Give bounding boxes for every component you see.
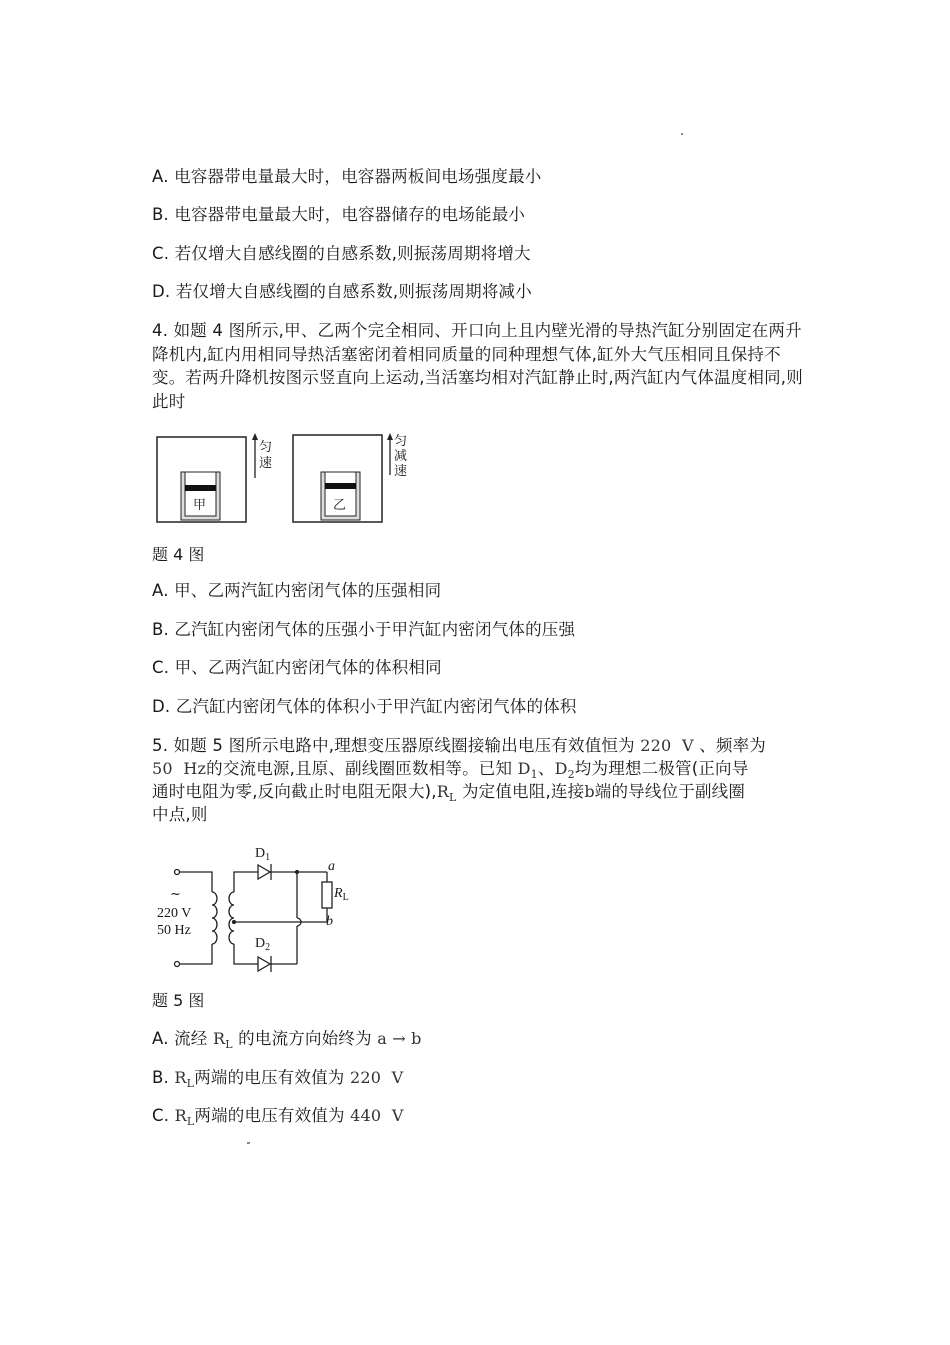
option-text: A. 流经 bbox=[152, 1029, 208, 1048]
motion-label-left-1: 匀 bbox=[259, 440, 273, 455]
scan-speck bbox=[247, 1142, 250, 1144]
resistor-rl-symbol: $R_L$ bbox=[174, 1068, 195, 1090]
option-text: 的电流方向始终为 bbox=[238, 1029, 372, 1048]
q5-stem-line-3 bbox=[152, 781, 745, 809]
voltage-value: 220 V bbox=[349, 1068, 404, 1087]
q5-option-c bbox=[152, 1105, 404, 1133]
source-frequency-label: 50 Hz bbox=[157, 923, 191, 938]
voltage-value: 220 V bbox=[640, 736, 694, 755]
elevator-cylinders-diagram bbox=[150, 430, 420, 530]
q5-stem-text: 均为理想二极管(正向导 bbox=[574, 759, 749, 778]
q4-figure-caption: 题 4 图 bbox=[152, 545, 205, 564]
option-text: 两端的电压有效值为 bbox=[194, 1106, 345, 1125]
q5-stem-text: 、频率为 bbox=[699, 736, 767, 755]
q5-circuit-figure bbox=[150, 845, 370, 975]
q5-stem-line-1 bbox=[152, 735, 766, 757]
resistor-rl-symbol: $R_L$ bbox=[436, 782, 457, 804]
resistor-label: $R_L$ bbox=[334, 886, 349, 903]
q4-option-b: B. 乙汽缸内密闭气体的压强小于甲汽缸内密闭气体的压强 bbox=[152, 620, 576, 639]
option-text: 两端的电压有效值为 bbox=[194, 1068, 345, 1087]
voltage-value: 440 V bbox=[350, 1106, 404, 1125]
q5-stem-text: 的交流电源,且原、副线圈匝数相等。已知 bbox=[206, 759, 513, 778]
source-voltage-label: 220 V bbox=[157, 906, 192, 921]
q4-option-d: D. 乙汽缸内密闭气体的体积小于甲汽缸内密闭气体的体积 bbox=[152, 697, 577, 716]
terminal-b: b bbox=[584, 782, 595, 801]
node-b-label: b bbox=[326, 914, 333, 929]
q5-stem-text: 通时电阻为零,反向截止时电阻无限大), bbox=[152, 782, 437, 801]
q5-stem-text: 5. 如题 5 图所示电路中,理想变压器原线圈接输出电压有效值恒为 bbox=[152, 736, 635, 755]
current-direction: a → b bbox=[377, 1029, 422, 1048]
option-text: B. bbox=[152, 1068, 169, 1087]
q3-option-d: D. 若仅增大自感线圈的自感系数,则振荡周期将减小 bbox=[152, 282, 532, 301]
q3-option-c: C. 若仅增大自感线圈的自感系数,则振荡周期将增大 bbox=[152, 244, 531, 263]
separator: 、 bbox=[537, 759, 555, 778]
ac-source-symbol: ~ bbox=[170, 887, 181, 902]
cylinder-label-yi: 乙 bbox=[333, 498, 347, 513]
q4-option-a: A. 甲、乙两汽缸内密闭气体的压强相同 bbox=[152, 581, 442, 600]
q5-option-b bbox=[152, 1067, 403, 1095]
resistor-rl-symbol: $R_L$ bbox=[174, 1106, 195, 1128]
option-text: C. bbox=[152, 1106, 170, 1125]
cylinder-label-jia: 甲 bbox=[193, 498, 207, 513]
frequency-value: 50 Hz bbox=[152, 759, 207, 778]
diode-d1-label: $D_1$ bbox=[255, 846, 271, 863]
motion-label-left-2: 速 bbox=[259, 456, 273, 471]
diode-d1-symbol: $D_1$ bbox=[517, 759, 538, 781]
q5-option-a bbox=[152, 1028, 422, 1056]
q4-option-c: C. 甲、乙两汽缸内密闭气体的体积相同 bbox=[152, 658, 442, 677]
q5-stem-line-4: 中点,则 bbox=[152, 805, 208, 824]
q5-stem-text: 为定值电阻,连接 bbox=[461, 782, 585, 801]
q3-option-a: A. 电容器带电量最大时，电容器两板间电场强度最小 bbox=[152, 167, 542, 186]
motion-label-right-1: 匀 bbox=[394, 434, 408, 449]
diode-d2-symbol: $D_2$ bbox=[554, 759, 575, 781]
node-a-label: a bbox=[328, 859, 335, 874]
q5-stem-text: 端的导线位于副线圈 bbox=[594, 782, 746, 801]
q3-option-b: B. 电容器带电量最大时，电容器储存的电场能最小 bbox=[152, 205, 526, 224]
motion-label-right-3: 速 bbox=[394, 464, 408, 479]
diode-d2-label: $D_2$ bbox=[255, 936, 271, 953]
scan-speck bbox=[681, 133, 683, 135]
motion-label-right-2: 减 bbox=[394, 449, 408, 464]
q4-figure bbox=[150, 430, 420, 530]
q4-stem: 4. 如题 4 图所示,甲、乙两个完全相同、开口向上且内壁光滑的导热汽缸分别固定在两升降机内,缸内用相同导热活塞密闭着相同质量的同种理想气体,缸外大气压相同且保持不变。若两升降机按图示竖直向上运动,当活塞均相对汽缸静止时,两汽缸内气体温度相同,则此时 bbox=[152, 321, 803, 411]
resistor-rl-symbol: $R_L$ bbox=[212, 1029, 233, 1051]
q5-figure-caption: 题 5 图 bbox=[152, 991, 205, 1010]
